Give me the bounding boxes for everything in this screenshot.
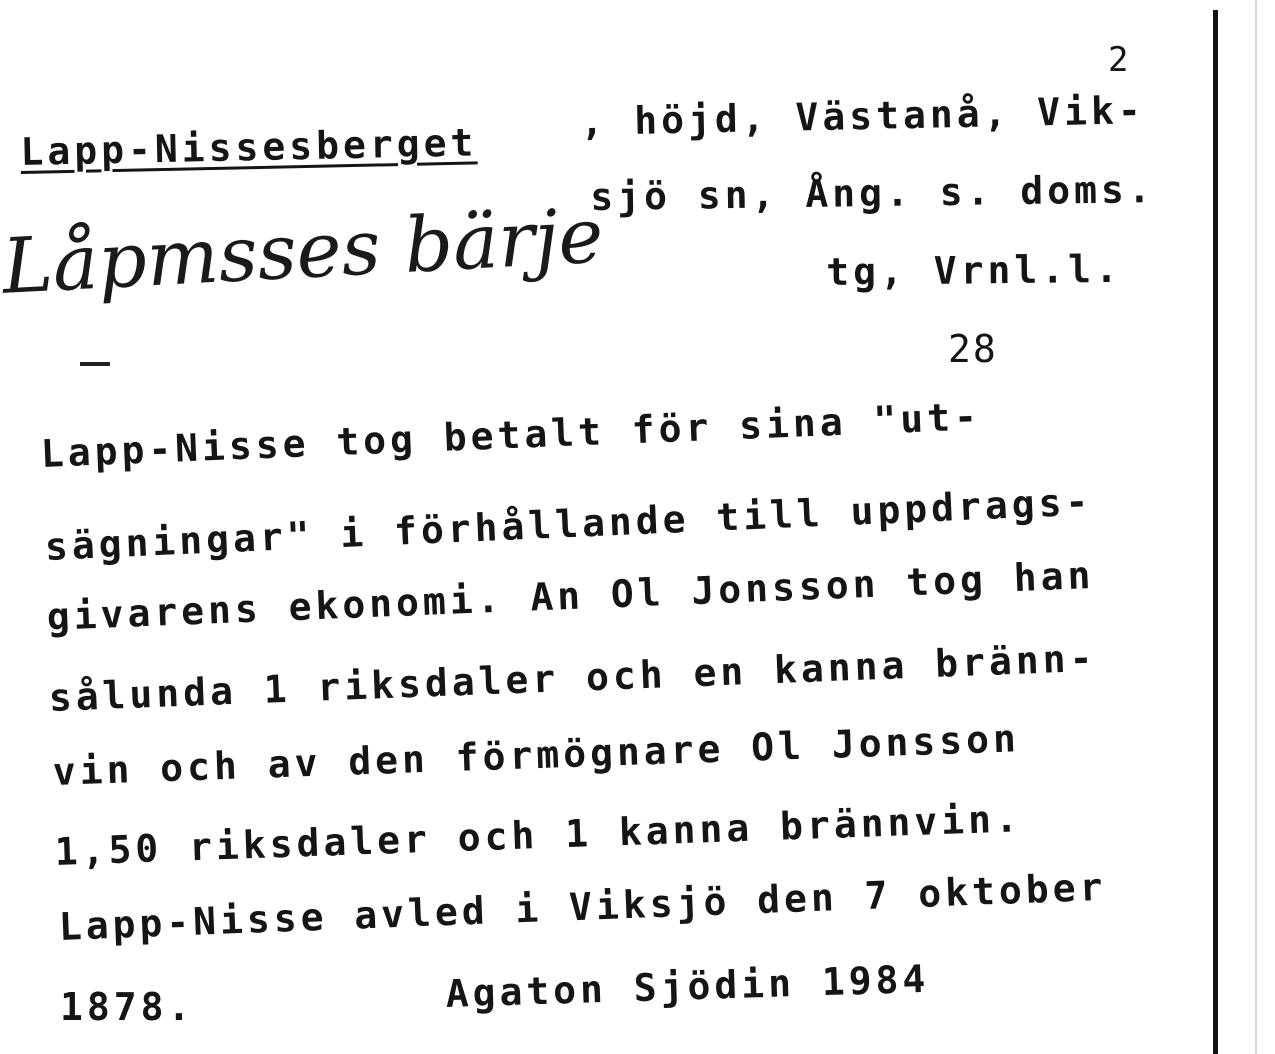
body-line-4: sålunda 1 riksdaler och en kanna bränn-: [48, 635, 1098, 720]
entry-header-line-2: sjö sn, Ång. s. doms.: [590, 167, 1155, 219]
handwritten-annotation: Låpmsses bärje: [0, 190, 606, 311]
body-line-5: vin och av den förmögnare Ol Jonsson: [52, 716, 1021, 794]
card-edge-line: [1213, 10, 1218, 1054]
page-number: 2: [1108, 40, 1129, 80]
body-line-8: 1878.: [60, 985, 195, 1029]
entry-header-line-1: , höjd, Västanå, Vik-: [580, 88, 1146, 144]
handwritten-underline-mark: [80, 362, 110, 366]
body-line-3: givarens ekonomi. An Ol Jonsson tog han: [46, 552, 1096, 639]
entry-headword: Lapp-Nissesberget: [20, 120, 478, 174]
entry-header-line-4: 28: [948, 327, 998, 371]
signature: Agaton Sjödin 1984: [445, 956, 930, 1016]
body-line-7: Lapp-Nisse avled i Viksjö den 7 oktober: [58, 864, 1108, 949]
body-line-6: 1,50 riksdaler och 1 kanna brännvin.: [54, 796, 1023, 874]
body-line-2: sägningar" i förhållande till uppdrags-: [44, 479, 1094, 569]
entry-header-line-3: tg, Vrnl.l.: [826, 246, 1123, 294]
body-line-1: Lapp-Nisse tog betalt för sina "ut-: [40, 394, 982, 476]
scan-border-line: [1255, 0, 1257, 1054]
